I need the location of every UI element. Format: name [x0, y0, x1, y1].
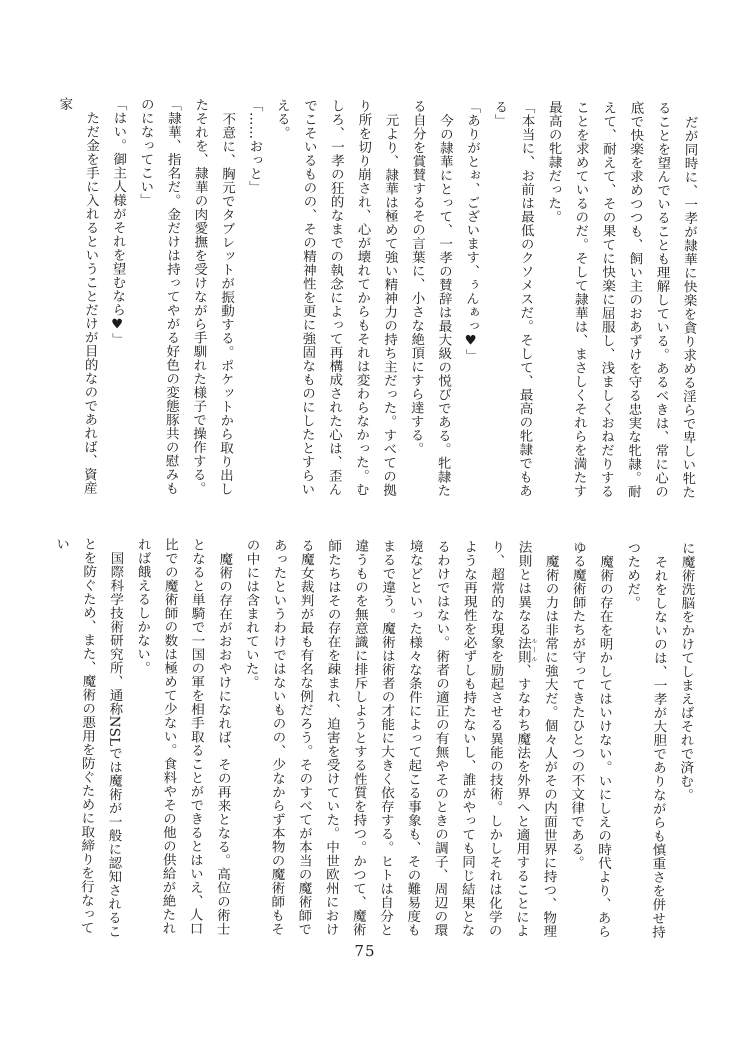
- paragraph: 魔術の存在がおおやけになれば、その再来となる。高位の術士となると単騎で一国の軍を相手取ることができるとはいえ、人口比での魔術師の数は極めて少ない。食料やその他の供給が絶たれれば餓えるしかない。: [133, 537, 233, 936]
- paragraph: だが同時に、一孝が隷華に快楽を貪り求める淫らで卑しい牝たることを望んでいることも理解している。あるべきは、常に心の底で快楽を求めつつも、飼い主のおあずけを守る忠実な牝隷。耐えて、耐えて、その果てに快楽に屈服し、浅ましくおねだりすることを求めているのだ。そして隷華は、まさしくそれらを満たす最高の牝隷だった。: [545, 100, 698, 499]
- text-block-bottom: [53, 536, 700, 951]
- paragraph: それをしないのは、一孝が大胆でありながらも慎重さを併せ持つためだ。: [623, 540, 668, 939]
- paragraph: 「はい。御主人様がそれを望むなら♥」: [108, 97, 127, 347]
- paragraph: 「隷華、指名だ。金だけは持ってやがる好色の変態豚共の慰みものになってこい」: [137, 97, 182, 495]
- paragraph: 今の隷華にとって、一孝の賛辞は最大級の悦びである。牝隷たる自分を賞賛するその言葉に、小さな絶頂にすら達する。: [407, 99, 454, 497]
- paragraph: ただ金を手に入れるということだけが目的なのであれば、資産家: [56, 96, 100, 495]
- paragraph: 魔術の力は非常に強大だ。個々人がその内面世界に持つ、物理法則とは異なる法則ルール、すなわち魔法を外界へと適用することにより、超常的な現象を励起させる異能の技術。しかしそれは化学のような再現性を必ずしも持たないし、誰がやっても同じ結果となるわけではない。術者の適正の有無やそのときの調子、周辺の環境などといった様々な条件によって起こる事象も、その難易度もまるで違う。魔術は術者の才能に大きく依存する。ヒトは自分と違うものを無意識に排斥しようとする性質を持つ。かつて、魔術師たちはその存在を疎まれ、迫害を受けていた。中世欧州における魔女裁判が最も有名な例だろう。そのすべてが本当の魔術師であったというわけではないものの、少なからず本物の魔術師もその中には含まれていた。: [242, 538, 559, 938]
- text-block-top: [56, 96, 703, 508]
- paragraph: 不意に、胸元でタブレットが振動する。ポケットから取り出したそれを、隷華の肉愛撫を受けながら手馴れた様子で操作する。: [189, 97, 236, 496]
- paragraph: 「本当に、お前は最低のクソメスだ。そして、最高の牝隷でもある」: [491, 99, 535, 498]
- paragraph: 魔術の存在を明かしてはいけない。いにしえの時代より、あらゆる魔術師たちが守ってきたひとつの不文律である。: [567, 540, 614, 938]
- paragraph: 「……おっと」: [246, 98, 263, 195]
- paragraph: 国際科学技術研究所、通称NSLでは魔術が一般に認知されることを防ぐため、また、魔術の悪用を防ぐために取締りを行なってい: [53, 536, 124, 938]
- paragraph: 元より、隷華は極めて強い精神力の持ち主だった。すべての拠り所を切り崩され、心が壊れてからもそれは変わらなかった。むしろ、一孝の狂的なまでの執念によって再構成された心は、歪んでこそいるものの、その精神性を更に強固なものにしたとすらいえる。: [273, 98, 399, 497]
- page-number: 75: [354, 941, 376, 961]
- paragraph: に魔術洗脳をかけてしまえばそれで済む。: [677, 541, 695, 802]
- paragraph: 「ありがとぉ、ございます、ぅんぁっ♥」: [462, 99, 481, 363]
